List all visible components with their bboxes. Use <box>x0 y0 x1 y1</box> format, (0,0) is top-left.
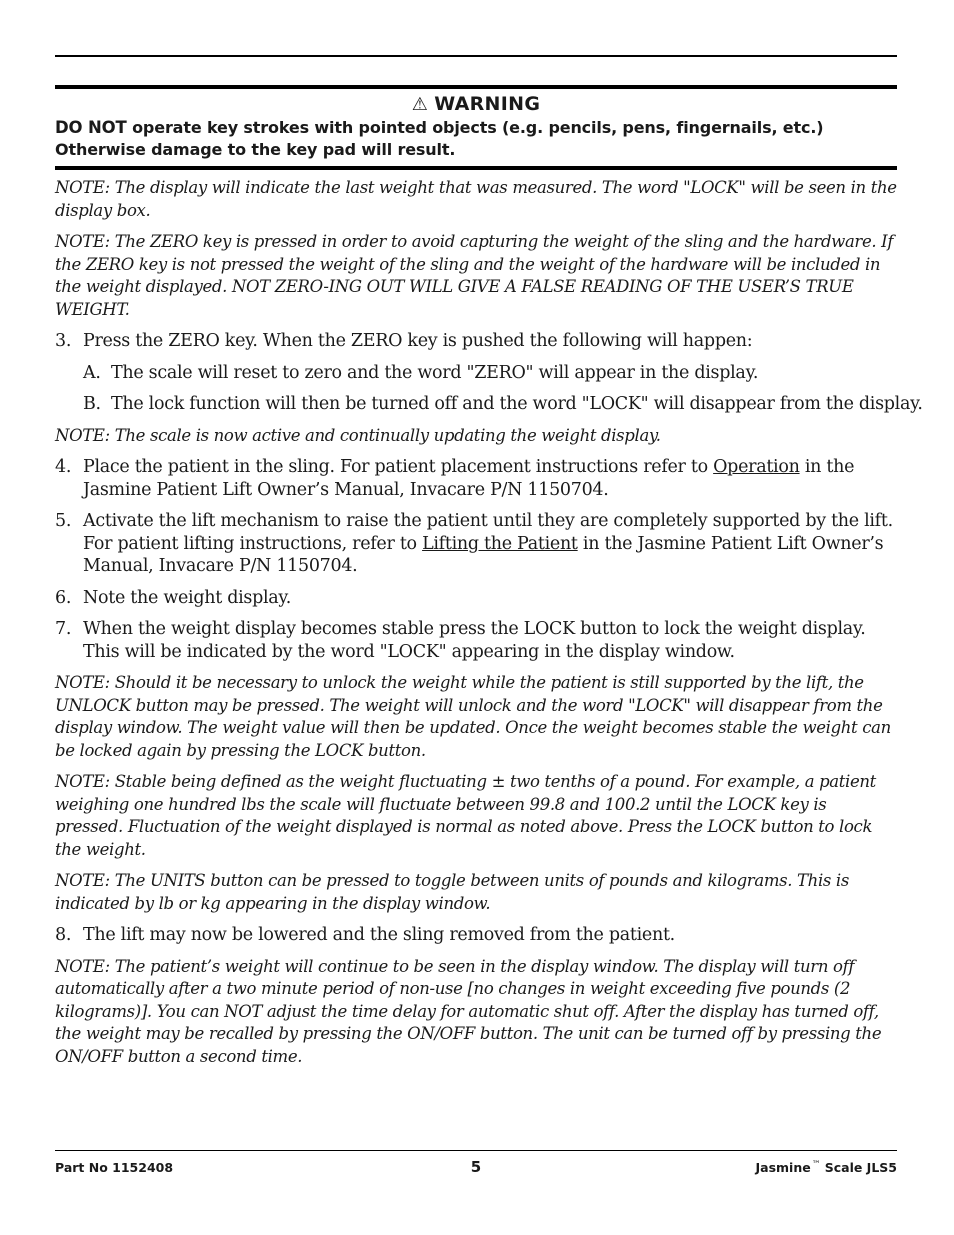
warning-lead: DO NOT <box>55 118 127 137</box>
product-model: Scale JLS5 <box>824 1160 897 1176</box>
warning-box <box>55 85 897 170</box>
step-text: The lift may now be lowered and the sling removed from the patient. <box>83 925 675 945</box>
step-number: 3. <box>55 331 72 351</box>
substep-letter: A. <box>83 362 101 383</box>
top-rule <box>55 55 897 57</box>
note-display-lock: NOTE: The display will indicate the last weight that was measured. The word "LOCK" will be seen in the display box. <box>55 178 897 220</box>
step-text-pre: Activate the lift mechanism to raise the patient until they are completely supported by the lift. For patient lifting instructions, refer to <box>83 511 893 554</box>
trademark-symbol: ™ <box>811 1160 821 1170</box>
step-text: Note the weight display. <box>83 587 291 608</box>
step-3 <box>55 330 897 353</box>
step-number: 5. <box>55 511 72 531</box>
step-number: 6. <box>55 587 72 608</box>
step-text <box>83 456 897 501</box>
step-6 <box>55 587 897 610</box>
substep-text: The scale will reset to zero and the word "ZERO" will appear in the display. <box>111 362 759 383</box>
footer-rule <box>55 1150 897 1151</box>
note-scale-active: NOTE: The scale is now active and continually updating the weight display. <box>55 425 661 445</box>
part-number: Part No 1152408 <box>55 1160 174 1175</box>
step-text: When the weight display becomes stable press the LOCK button to lock the weight display. This will be indicated by the word "LOCK" appearing in the display window. <box>83 619 866 662</box>
operation-link[interactable]: Operation <box>713 457 800 477</box>
substep-text: The lock function will then be turned off and the word "LOCK" will disappear from the display. <box>111 394 923 414</box>
product-brand: Jasmine <box>755 1160 811 1176</box>
warning-title-text: WARNING <box>434 93 541 115</box>
step-text-pre: Place the patient in the sling. For patient placement instructions refer to <box>83 457 714 477</box>
note-zero-key: NOTE: The ZERO key is pressed in order to avoid capturing the weight of the sling and the hardware. If the ZERO key is not pressed the weight of the sling and the weight of the hardware will be included in the weight displayed. NOT ZERO-ING OUT WILL GIVE A FALSE READING OF THE USER’S TRUE WEIGHT. <box>55 232 894 319</box>
step-text-post: in the Jasmine Patient Lift Owner’s Manual, Invacare P/N 1150704. <box>83 533 884 576</box>
note-unlock: NOTE: Should it be necessary to unlock the weight while the patient is still supported by the lift, the UNLOCK button may be pressed. The weight will unlock and the word "LOCK" will disappear from the display window. The weight value will then be updated. Once the weight becomes stable the weight can be locked again by pressing the LOCK button. <box>55 673 891 760</box>
page-number: 5 <box>470 1158 482 1176</box>
note-stable: NOTE: Stable being defined as the weight fluctuating ± two tenths of a pound. For example, a patient weighing one hundred lbs the scale will fluctuate between 99.8 and 100.2 until the LOCK key is pressed. Fluctuation of the weight displayed is normal as noted above. Press the LOCK button to lock the weight. <box>55 772 876 859</box>
note-units: NOTE: The UNITS button can be pressed to toggle between units of pounds and kilograms. This is indicated by lb or kg appearing in the display window. <box>55 871 849 913</box>
step-3a <box>83 362 897 385</box>
step-text: Press the ZERO key. When the ZERO key is pushed the following will happen: <box>83 331 753 351</box>
step-4 <box>55 456 897 501</box>
substep-letter: B. <box>83 394 101 414</box>
note-display-off: NOTE: The patient’s weight will continue to be seen in the display window. The display will turn off automatically after a two minute period of non-use [no changes in weight exceeding five pounds (2 kilograms)]. You can NOT adjust the time delay for automatic shut off. After the display has turned off, the weight may be recalled by pressing the ON/OFF button. The unit can be turned off by pressing the ON/OFF button a second time. <box>55 956 882 1066</box>
warning-triangle-icon: ⚠ <box>411 94 429 115</box>
instructions-content <box>55 177 923 1077</box>
step-5 <box>55 510 897 578</box>
step-text <box>83 510 897 578</box>
step-number: 7. <box>55 619 72 639</box>
product-name <box>756 1160 898 1175</box>
warning-title <box>55 92 897 117</box>
step-number: 8. <box>55 925 72 945</box>
warning-text <box>55 117 897 161</box>
step-number: 4. <box>55 457 72 477</box>
step-text-post: in the Jasmine Patient Lift Owner’s Manual, Invacare P/N 1150704. <box>83 457 855 500</box>
step-3b <box>83 393 923 416</box>
lifting-the-patient-link[interactable]: Lifting the Patient <box>422 533 578 554</box>
warning-body: operate key strokes with pointed objects (e.g. pencils, pens, fingernails, etc.) Otherwise damage to the key pad will result. <box>55 118 824 159</box>
step-8 <box>55 924 897 947</box>
step-7 <box>55 618 897 663</box>
